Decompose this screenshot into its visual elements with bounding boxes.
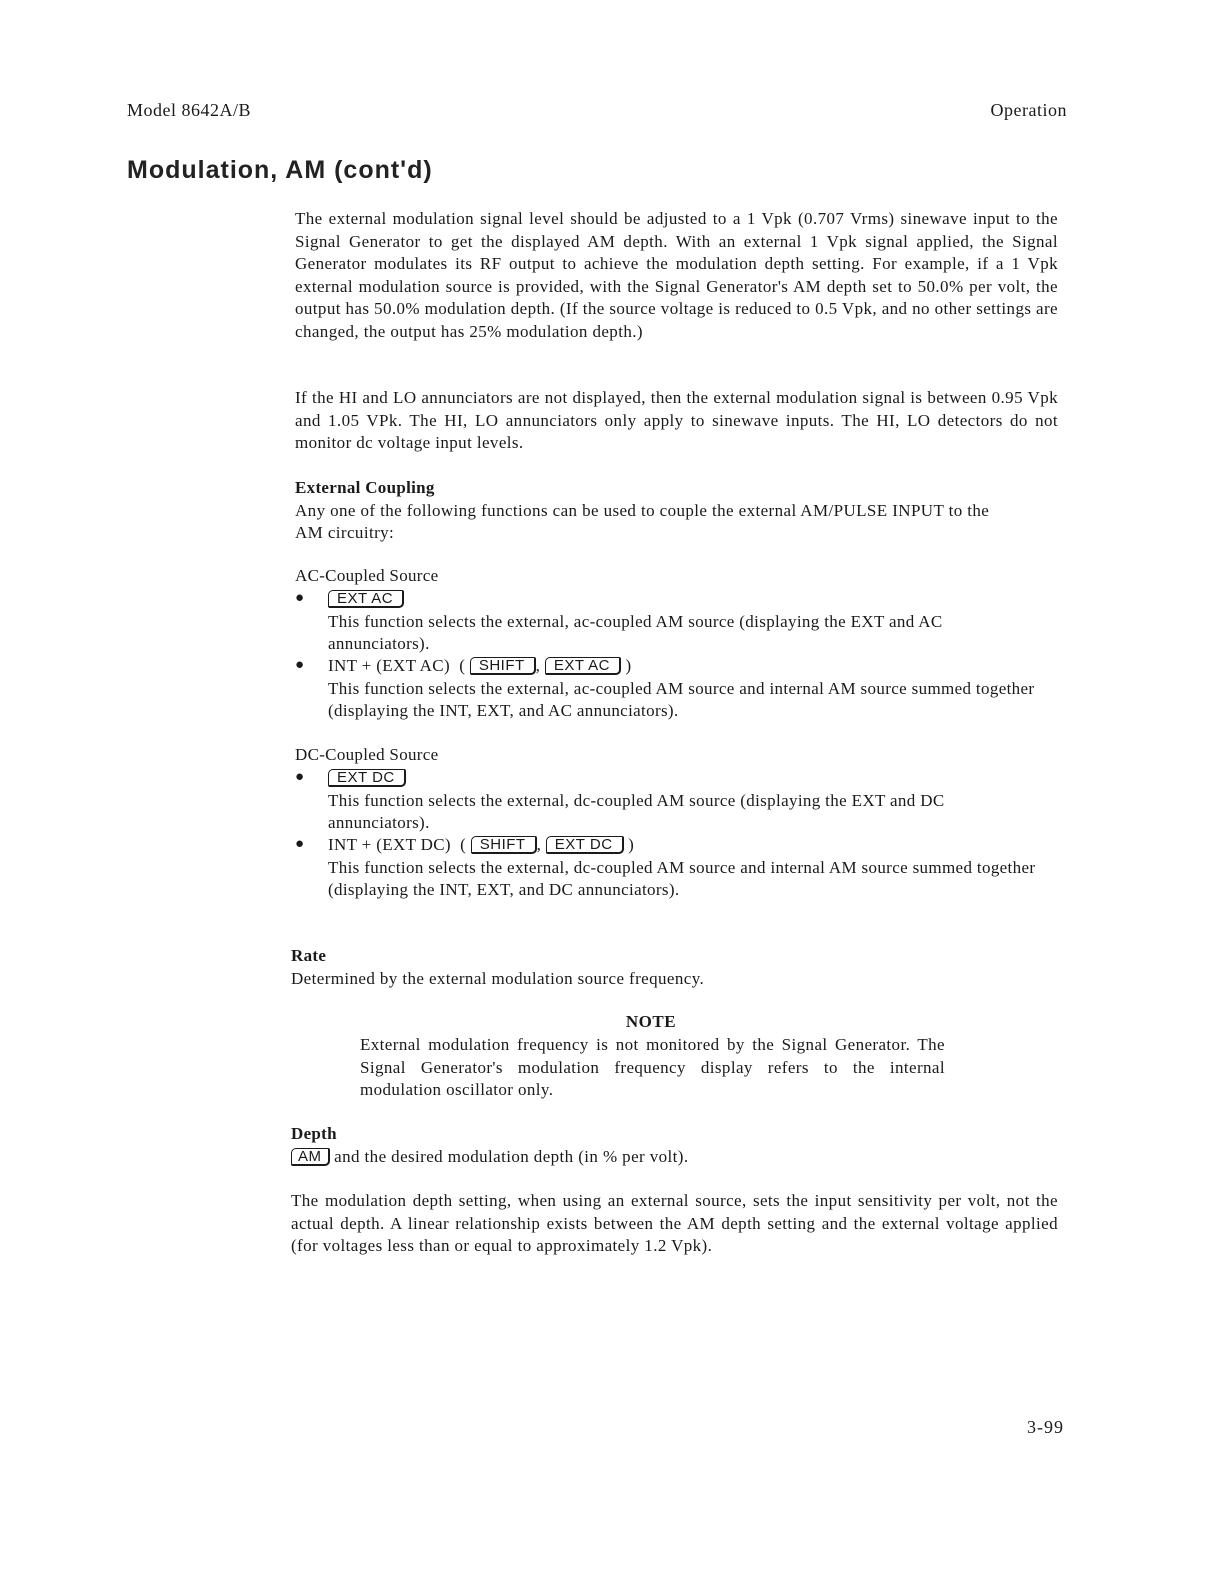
header-section: Operation <box>990 100 1067 120</box>
page-number: 3-99 <box>1027 1417 1064 1437</box>
rate-heading: Rate <box>291 946 327 965</box>
annunciator-paragraph: If the HI and LO annunciators are not displayed, then the external modulation signal is between 0.95 Vpk and 1.05 VPk. The HI, LO annunciators only apply to sinewave inputs. The HI, LO detectors do not monitor dc voltage input levels. <box>295 388 1058 452</box>
dc-coupled-label: DC-Coupled Source <box>295 745 439 764</box>
depth-section <box>291 1123 1058 1168</box>
ac-coupled-label: AC-Coupled Source <box>295 566 439 585</box>
am-key: AM <box>291 1148 330 1166</box>
depth-heading: Depth <box>291 1124 337 1143</box>
intro-paragraph: The external modulation signal level should be adjusted to a 1 Vpk (0.707 Vrms) sinewave input to the Signal Generator to get the displayed AM depth. With an external 1 Vpk signal applied, the Signal Generator modulates its RF output to achieve the modulation depth setting. For example, if a 1 Vpk external modulation source is provided, with the Signal Generator's AM depth set to 50.0% per volt, the output has 50.0% modulation depth. (If the source voltage is reduced to 0.5 Vpk, and no other settings are changed, the output has 25% modulation depth.) <box>295 209 1058 341</box>
note-heading: NOTE <box>625 1012 677 1031</box>
int-ext-ac-description: This function selects the external, ac-coupled AM source and internal AM source summed together (displaying the INT, EXT, and AC annunciators). <box>328 678 1035 720</box>
int-ext-ac-label: INT + (EXT AC) <box>328 656 450 675</box>
list-item <box>328 588 1048 656</box>
rate-text: Determined by the external modulation source frequency. <box>291 968 705 988</box>
bullet-icon: ● <box>295 657 305 673</box>
list-item: INT + (EXT DC) ( SHIFT , EXT DC ) This function selects the external, dc-coupled AM source and internal AM source summed together (displaying the INT, EXT, and DC annunciators). <box>328 834 1048 902</box>
bullet-icon: ● <box>295 590 305 606</box>
list-item: INT + (EXT AC) ( SHIFT , EXT AC ) This function selects the external, ac-coupled AM source and internal AM source summed together (displaying the INT, EXT, and AC annunciators). <box>328 655 1048 723</box>
ext-ac-key: EXT AC <box>328 590 404 608</box>
external-coupling-section <box>295 477 1058 545</box>
bullet-icon: ● <box>295 836 305 852</box>
page-title: Modulation, AM (cont'd) <box>127 156 433 184</box>
ext-ac-description: This function selects the external, ac-coupled AM source (displaying the EXT and AC annunciators). <box>328 611 943 653</box>
shift-key: SHIFT <box>470 657 536 675</box>
ext-dc-key: EXT DC <box>546 836 624 854</box>
ext-ac-key: EXT AC <box>545 657 621 675</box>
ext-dc-description: This function selects the external, dc-coupled AM source (displaying the EXT and DC annunciators). <box>328 790 945 832</box>
note-text: External modulation frequency is not monitored by the Signal Generator. The Signal Generator's modulation frequency display refers to the internal modulation oscillator only. <box>360 1035 945 1099</box>
external-coupling-intro: Any one of the following functions can be used to couple the external AM/PULSE INPUT to the AM circuitry: <box>295 500 990 542</box>
rate-section <box>291 945 1058 990</box>
header-model: Model 8642A/B <box>127 100 252 120</box>
depth-instruction: and the desired modulation depth (in % per volt). <box>334 1146 689 1166</box>
int-ext-dc-label: INT + (EXT DC) <box>328 835 451 854</box>
list-item <box>328 767 1048 835</box>
int-ext-dc-description: This function selects the external, dc-coupled AM source and internal AM source summed together (displaying the INT, EXT, and DC annunciators). <box>328 857 1036 899</box>
depth-paragraph: The modulation depth setting, when using an external source, sets the input sensitivity per volt, not the actual depth. A linear relationship exists between the AM depth setting and the external voltage applied (for voltages less than or equal to approximately 1.2 Vpk). <box>291 1191 1058 1255</box>
bullet-icon: ● <box>295 769 305 785</box>
shift-key: SHIFT <box>471 836 537 854</box>
external-coupling-heading: External Coupling <box>295 478 435 497</box>
ext-dc-key: EXT DC <box>328 769 406 787</box>
